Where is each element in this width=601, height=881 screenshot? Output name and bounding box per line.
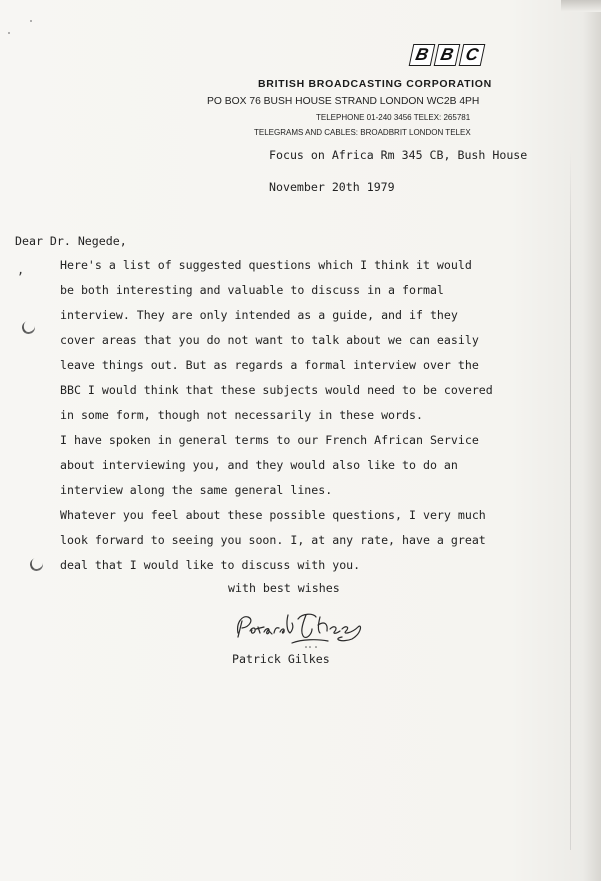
body-line: interview along the same general lines. [60, 483, 333, 497]
bbc-logo-letter-3: C [459, 44, 486, 66]
bbc-logo-letter-1: B [409, 44, 436, 66]
bbc-logo-letter-2: B [434, 44, 461, 66]
margin-mark: , [17, 263, 25, 277]
body-line: cover areas that you do not want to talk about we can easily [60, 333, 479, 347]
paper-speck [30, 20, 32, 22]
body-line: deal that I would like to discuss with you. [60, 558, 361, 572]
closing-line: with best wishes [228, 581, 340, 595]
body-line: look forward to seeing you soon. I, at any rate, have a great [60, 533, 486, 547]
signatory-name: Patrick Gilkes [232, 652, 330, 666]
page-corner-shadow [561, 0, 601, 12]
salutation: Dear Dr. Negede, [15, 234, 127, 248]
department-line: Focus on Africa Rm 345 CB, Bush House [269, 148, 528, 162]
letterhead-address: PO BOX 76 BUSH HOUSE STRAND LONDON WC2B 4PH [207, 96, 480, 107]
punch-hole-mark [29, 557, 45, 573]
body-line: Here's a list of suggested questions which I think it would [60, 258, 472, 272]
body-line: in some form, though not necessarily in these words. [60, 408, 423, 422]
body-line: BBC I would think that these subjects would need to be covered [60, 383, 493, 397]
punch-hole-mark [21, 320, 37, 336]
body-line: I have spoken in general terms to our French African Service [60, 433, 479, 447]
page-fold-shadow [570, 150, 571, 850]
body-line: interview. They are only intended as a guide, and if they [60, 308, 458, 322]
body-line: leave things out. But as regards a formal interview over the [60, 358, 479, 372]
handwritten-signature [232, 603, 372, 653]
body-line: be both interesting and valuable to discuss in a formal [60, 283, 444, 297]
bbc-logo [411, 44, 483, 66]
paper-speck [8, 32, 10, 34]
letterhead-telephone: TELEPHONE 01-240 3456 TELEX: 265781 [316, 113, 471, 122]
letterhead-telegrams: TELEGRAMS AND CABLES: BROADBRIT LONDON TELEX [254, 128, 471, 137]
body-line: Whatever you feel about these possible questions, I very much [60, 508, 486, 522]
body-line: about interviewing you, and they would also like to do an [60, 458, 458, 472]
letter-date: November 20th 1979 [269, 180, 395, 194]
organization-name: BRITISH BROADCASTING CORPORATION [258, 78, 492, 90]
